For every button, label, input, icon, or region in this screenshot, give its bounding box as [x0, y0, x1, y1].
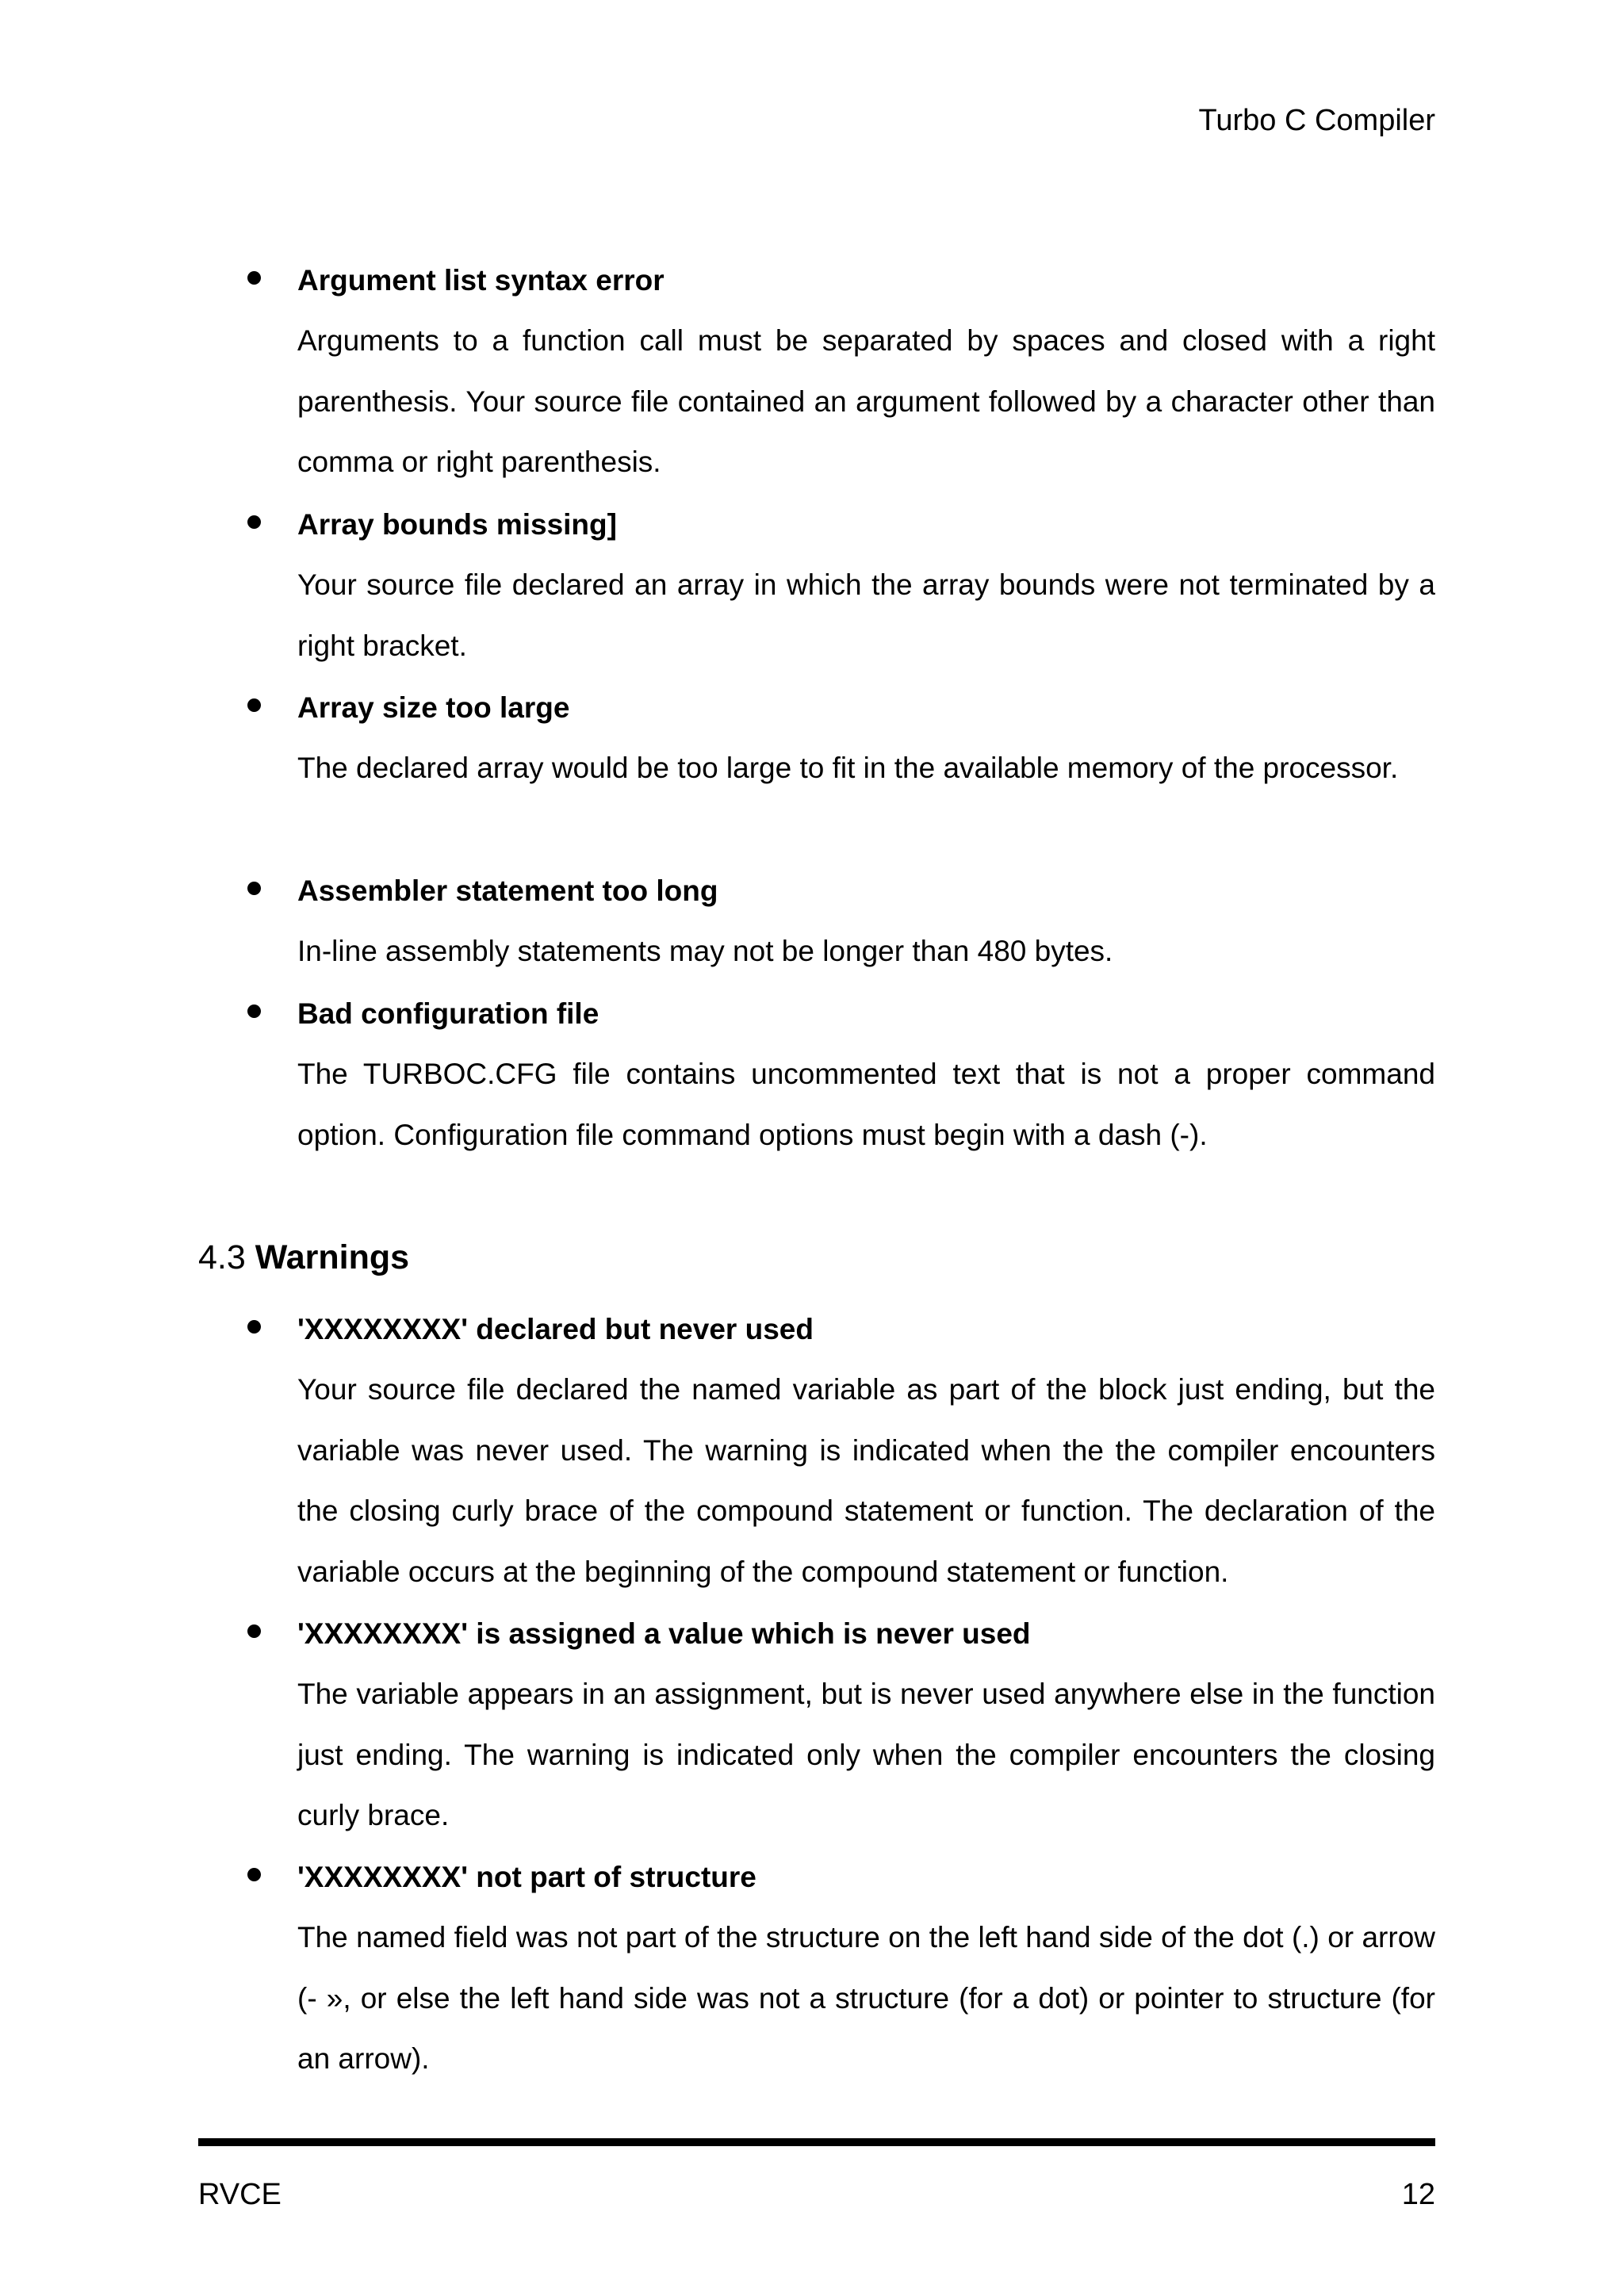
section-heading: [198, 1235, 409, 1280]
item-description: Your source file declared an array in which the array bounds were not terminated by a right bracket.: [297, 568, 1435, 662]
bullet-icon: [247, 271, 261, 285]
page-header-title: Turbo C Compiler: [1198, 104, 1435, 137]
bullet-icon: [247, 515, 261, 529]
item-term: Array bounds missing]: [297, 508, 617, 541]
item-term: 'XXXXXXXX' not part of structure: [297, 1861, 756, 1893]
item-term: Argument list syntax error: [297, 264, 665, 297]
item-term: 'XXXXXXXX' is assigned a value which is never used: [297, 1617, 1031, 1650]
item-term: Assembler statement too long: [297, 874, 718, 907]
bullet-icon: [247, 1004, 261, 1018]
item-description: The variable appears in an assignment, but is never used anywhere else in the function just ending. The warning is indicated only when the compiler encounters the closing curly brace.: [297, 1678, 1435, 1831]
item-description: In-line assembly statements may not be longer than 480 bytes.: [297, 935, 1113, 967]
bullet-icon: [247, 1624, 261, 1638]
bullet-icon: [247, 698, 261, 712]
section-number: 4.3: [198, 1238, 246, 1276]
item-description: The named field was not part of the structure on the left hand side of the dot (.) or arrow (- », or else the left hand side was not a structure (for a dot) or pointer to structure (for an arrow).: [297, 1921, 1435, 2075]
bullet-icon: [247, 1320, 261, 1334]
item-term: Bad configuration file: [297, 997, 599, 1030]
item-description: Your source file declared the named variable as part of the block just ending, but the variable was never used. The warning is indicated when the the compiler encounters the closing curly brace of the compound statement or function. The declaration of the variable occurs at the beginning of the compound statement or function.: [297, 1373, 1435, 1588]
item-description: Arguments to a function call must be separated by spaces and closed with a right parenthesis. Your source file contained an argument followed by a character other than comma or right parenthesis.: [297, 324, 1435, 478]
footer-institution: RVCE: [198, 2178, 282, 2211]
item-term: Array size too large: [297, 691, 570, 724]
item-term: 'XXXXXXXX' declared but never used: [297, 1313, 814, 1345]
footer-divider: [198, 2138, 1435, 2146]
page-number: 12: [1401, 2178, 1435, 2211]
section-title: Warnings: [255, 1238, 410, 1276]
bullet-icon: [247, 882, 261, 895]
bullet-icon: [247, 1868, 261, 1881]
item-description: The TURBOC.CFG file contains uncommented text that is not a proper command option. Configuration file command options must begin with a dash (-).: [297, 1058, 1435, 1151]
item-description: The declared array would be too large to fit in the available memory of the processor.: [297, 752, 1399, 784]
